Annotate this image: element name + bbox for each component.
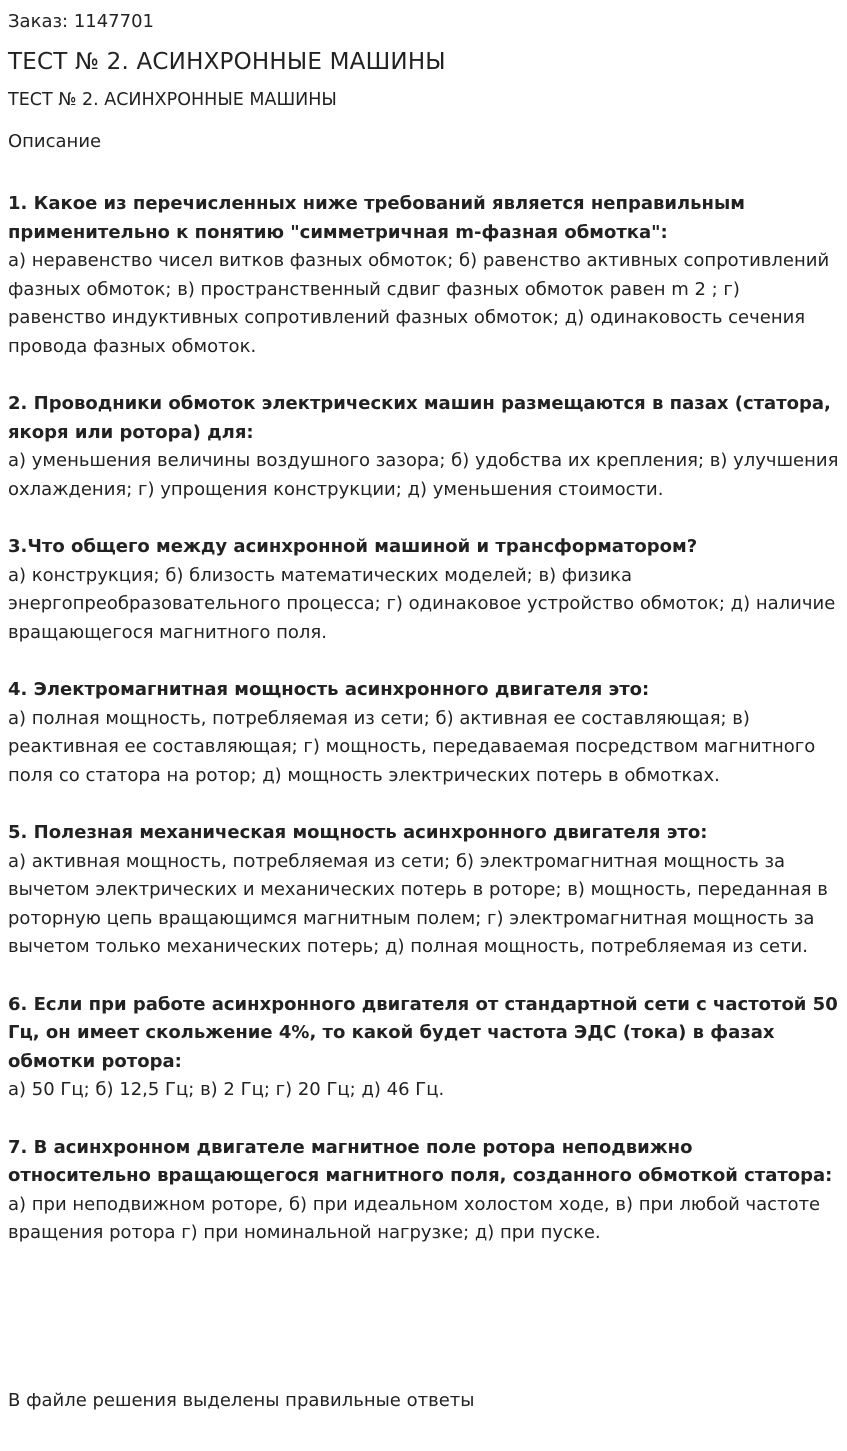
question-1 (8, 190, 839, 362)
footer-note: В файле решения выделены правильные ответы (8, 1390, 475, 1411)
question-text: 3.Что общего между асинхронной машиной и трансформатором? (8, 536, 698, 558)
question-answers: а) активная мощность, потребляемая из сети; б) электромагнитная мощность за вычетом электрических и механических потерь в роторе; в) мощность, переданная в роторную цепь вращающимся магнитным полем; г) электромагнитная мощность за вычетом только механических потерь; д) полная мощность, потребляемая из сети. (8, 850, 828, 958)
page-title: ТЕСТ № 2. АСИНХРОННЫЕ МАШИНЫ (8, 49, 446, 75)
question-6 (8, 991, 839, 1105)
question-7 (8, 1134, 839, 1248)
question-text: 6. Если при работе асинхронного двигателя от стандартной сети с частотой 50 Гц, он имеет скольжение 4%, то какой будет частота ЭДС (тока) в фазах обмотки ротора: (8, 993, 838, 1072)
description-label: Описание (8, 131, 102, 152)
question-answers: а) уменьшения величины воздушного зазора; б) удобства их крепления; в) улучшения охлаждения; г) упрощения конструкции; д) уменьшения стоимости. (8, 450, 839, 500)
question-5 (8, 819, 839, 962)
page-subtitle: ТЕСТ № 2. АСИНХРОННЫЕ МАШИНЫ (8, 90, 337, 110)
question-3 (8, 533, 839, 647)
questions-list (8, 190, 839, 1277)
question-answers: а) конструкция; б) близость математических моделей; в) физика энергопреобразовательного процесса; г) одинаковое устройство обмоток; д) наличие вращающегося магнитного поля. (8, 564, 836, 643)
question-answers: а) полная мощность, потребляемая из сети; б) активная ее составляющая; в) реактивная ее составляющая; г) мощность, передаваемая посредством магнитного поля со статора на ротор; д) мощность электрических потерь в обмотках. (8, 707, 816, 786)
question-answers: а) неравенство чисел витков фазных обмоток; б) равенство активных сопротивлений фазных обмоток; в) пространственный сдвиг фазных обмоток равен m 2 ; г) равенство индуктивных сопротивлений фазных обмоток; д) одинаковость сечения провода фазных обмоток. (8, 250, 830, 357)
question-text: 2. Проводники обмоток электрических машин размещаются в пазах (статора, якоря или ротора) для: (8, 393, 831, 443)
question-text: 4. Электромагнитная мощность асинхронного двигателя это: (8, 679, 650, 701)
question-text: 5. Полезная механическая мощность асинхронного двигателя это: (8, 822, 708, 844)
question-text: 7. В асинхронном двигателе магнитное поле ротора неподвижно относительно вращающегося магнитного поля, созданного обмоткой статора: (8, 1136, 833, 1187)
question-2 (8, 390, 839, 504)
question-text: 1. Какое из перечисленных ниже требований является неправильным применительно к понятию "симметричная m-фазная обмотка": (8, 193, 745, 243)
question-4 (8, 676, 839, 790)
order-number: Заказ: 1147701 (8, 11, 154, 32)
question-answers: а) 50 Гц; б) 12,5 Гц; в) 2 Гц; г) 20 Гц; д) 46 Гц. (8, 1079, 445, 1101)
question-answers: а) при неподвижном роторе, б) при идеальном холостом ходе, в) при любой частоте вращения ротора г) при номинальной нагрузке; д) при пуске. (8, 1193, 821, 1244)
